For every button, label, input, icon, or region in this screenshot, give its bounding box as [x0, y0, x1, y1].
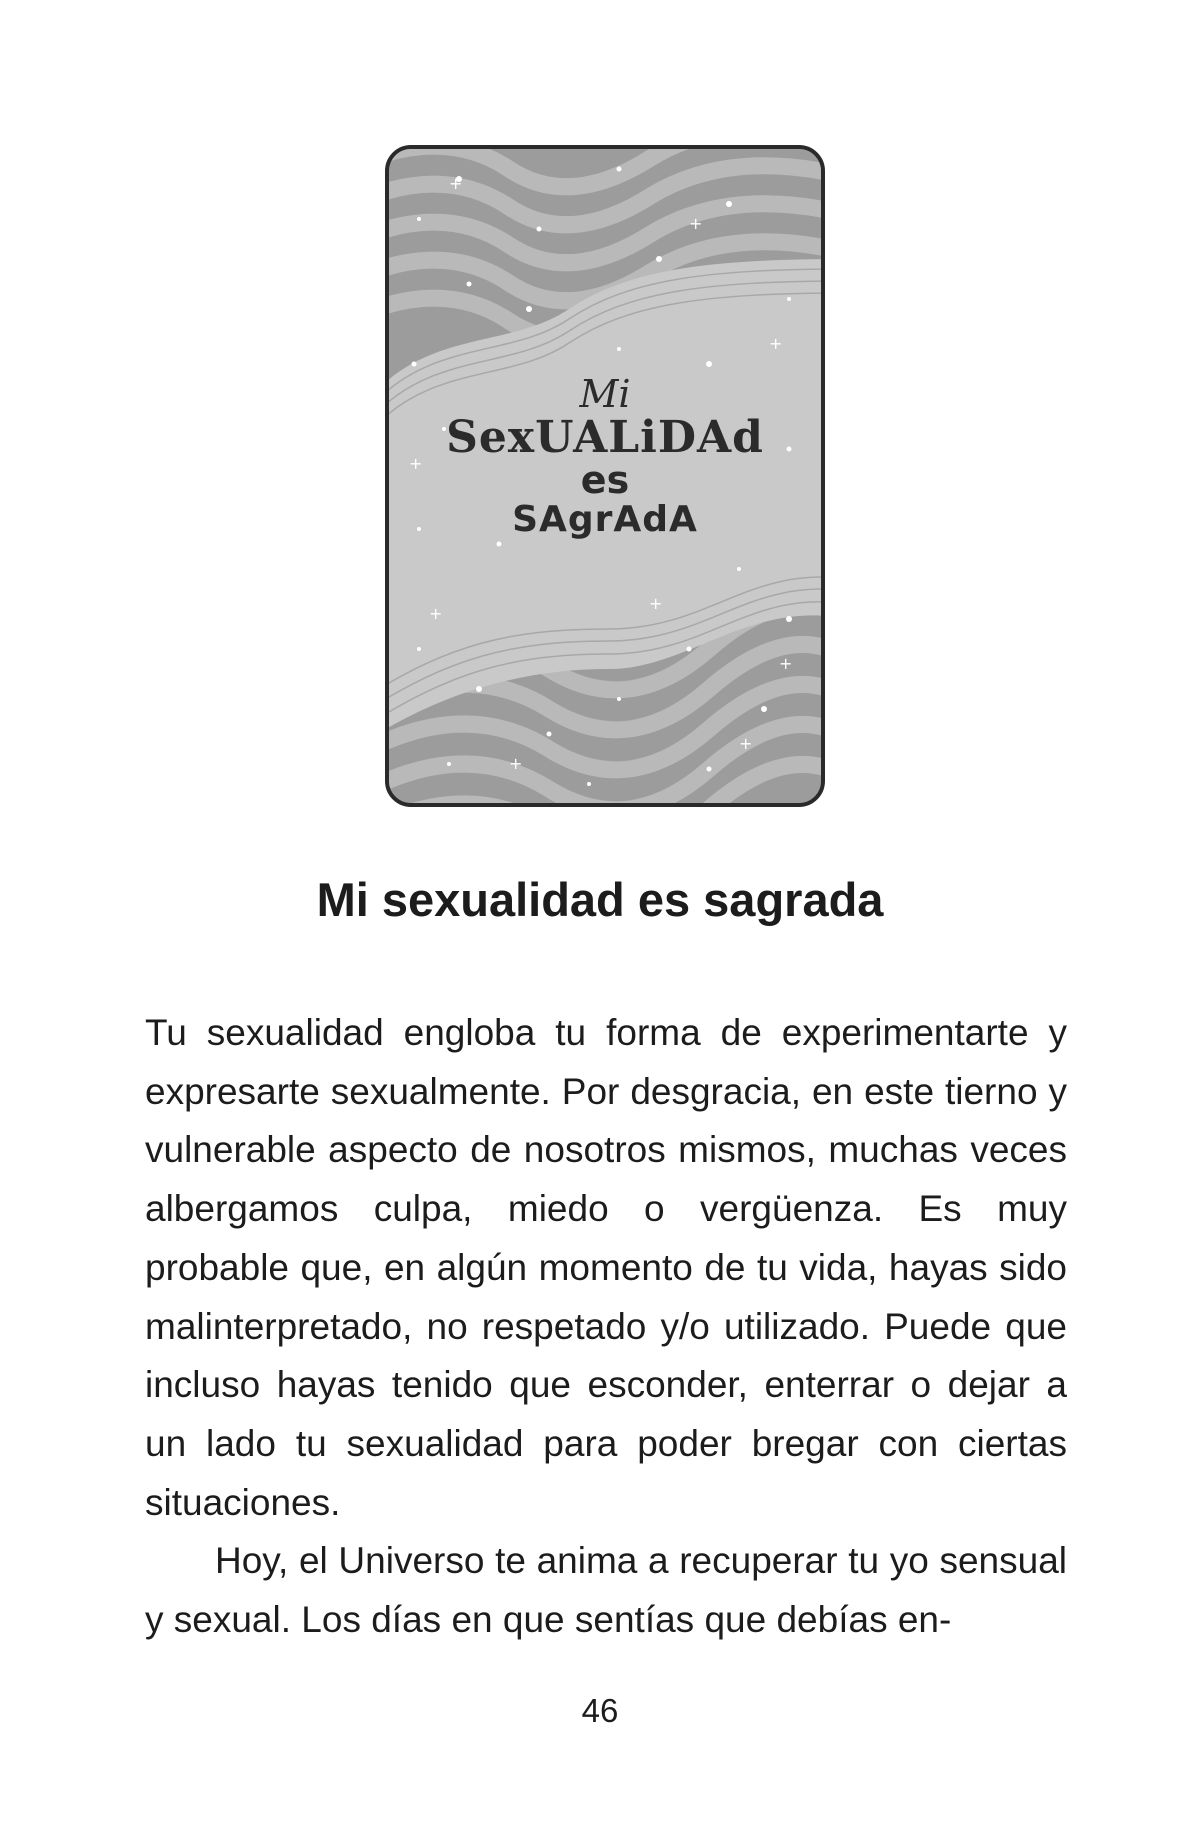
svg-text:+: +: [509, 754, 523, 773]
svg-text:+: +: [739, 734, 753, 753]
card-lettering-line: Mi: [579, 372, 631, 416]
svg-text:+: +: [689, 214, 703, 233]
svg-text:+: +: [449, 174, 463, 193]
svg-text:+: +: [769, 334, 783, 353]
svg-text:+: +: [429, 604, 443, 623]
svg-text:+: +: [779, 654, 793, 673]
paragraph: Hoy, el Universo te anima a recuperar tu yo sensual y sexual. Los días en que sentías que debías en-: [145, 1540, 1067, 1641]
page-title: Mi sexualidad es sagrada: [316, 873, 884, 926]
svg-text:+: +: [649, 594, 663, 613]
svg-text:+: +: [409, 454, 423, 473]
oracle-card-illustration: [385, 145, 825, 807]
card-lettering-line: SexUALiDAd: [446, 411, 764, 463]
card-lettering: [389, 372, 821, 540]
page-number: 46: [581, 1692, 619, 1729]
card-lettering-line: es: [580, 458, 630, 503]
card-lettering-line: SAgrAdA: [512, 498, 698, 540]
body-text: [145, 1004, 1067, 1650]
paragraph: Tu sexualidad engloba tu forma de experimentarte y expresarte sexualmente. Por desgracia, en este tierno y vulnerable aspecto de nosotros mismos, muchas veces albergamos culpa, miedo o vergüenza. Es muy probable que, en algún momento de tu vida, hayas sido malinterpretado, no respetado y/o utilizado. Puede que incluso hayas tenido que esconder, enterrar o dejar a un lado tu sexualidad para poder bregar con ciertas situaciones.: [145, 1012, 1067, 1523]
